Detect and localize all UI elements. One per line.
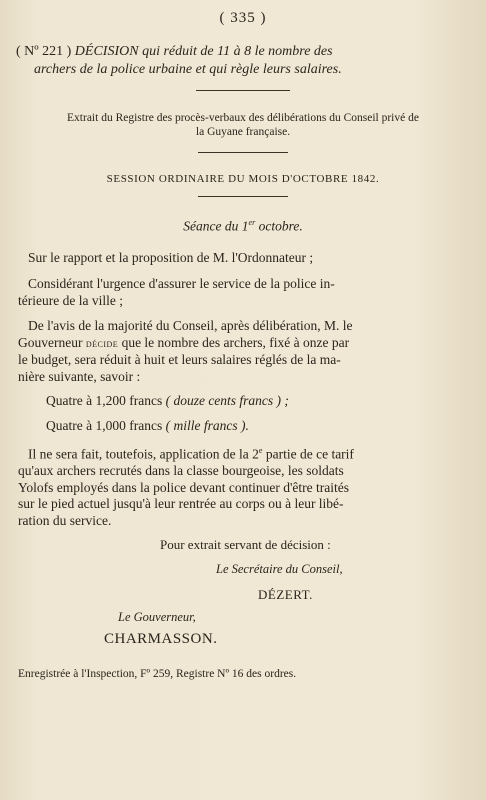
secretaire-name: DÉZERT. [258,587,313,602]
registration-note: Enregistrée à l'Inspection, Fº 259, Registre Nº 16 des ordres. [18,668,297,680]
decision-label: DÉCISION [74,44,139,59]
decision-title-line2: archers de la police urbaine et qui règle leurs salaires. [34,62,342,77]
gouverneur-title: Le Gouverneur, [118,610,196,624]
paragraph-avis: De l'avis de la majorité du Conseil, après délibération, M. le Gouverneur décide que le nombre des archers, fixé à onze par le budget, sera réduit à huit et leurs salaires réglés de la ma- nière suivante, savoir : [18,318,353,384]
salary-line-2: Quatre à 1,000 francs ( mille francs ). [46,418,249,433]
secretaire-title: Le Secrétaire du Conseil, [216,562,343,576]
decision-title-line1 [16,44,333,60]
extract-line-2: la Guyane française. [195,126,291,138]
gouverneur-name: CHARMASSON. [104,631,218,647]
divider-rule [198,196,288,197]
paragraph-rapport: Sur le rapport et la proposition de M. l'Ordonnateur ; [28,250,314,265]
decision-title-part1: qui réduit de 11 à 8 [142,44,252,59]
page-number: ( 335 ) [219,10,267,26]
paragraph-considerant: Considérant l'urgence d'assurer le service de la police in- térieure de la ville ; [18,276,335,308]
divider-rule [198,152,288,153]
extract-line-1: Extrait du Registre des procès-verbaux des délibérations du Conseil privé de [67,112,419,124]
decision-title-part1b: le nombre des [254,44,333,59]
paragraph-application: Il ne sera fait, toutefois, application de la 2e partie de ce tarif qu'aux archers recrutés dans la classe bourgeoise, les soldats Yolofs employés dans la police devant continuer d'être traités sur le pied actuel jusqu'à leur rentrée au corps ou à leur libé- ration du service. [18,446,354,528]
extract-signature-line: Pour extrait servant de décision : [160,537,331,552]
extract-heading [0,111,486,139]
seance-date: Séance du 1er octobre. [183,218,303,234]
session-heading: SESSION ORDINAIRE DU MOIS D'OCTOBRE 1842. [106,173,380,185]
salary-line-1: Quatre à 1,200 francs ( douze cents francs ) ; [46,393,289,408]
divider-rule [196,90,290,91]
decision-number: ( Nº 221 ) [16,44,72,59]
